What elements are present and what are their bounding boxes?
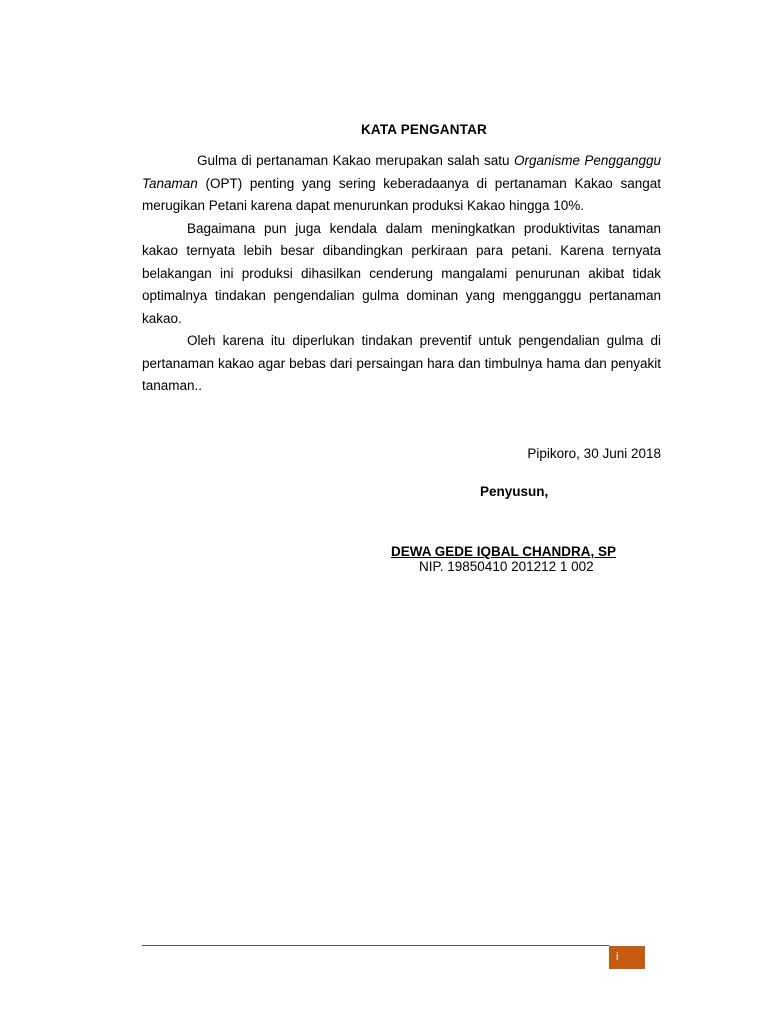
body-text bbox=[142, 150, 661, 398]
paragraph-1-italic-term: Organisme Pengganggu Tanaman bbox=[142, 153, 661, 191]
paragraph-1-text-start: Gulma di pertanaman Kakao merupakan salah satu bbox=[197, 153, 514, 168]
paragraph-1-text-end: (OPT) penting yang sering keberadaanya di pertanaman Kakao sangat merugikan Petani karena dapat menurunkan produksi Kakao hingga 10%. bbox=[142, 175, 661, 213]
author-name: DEWA GEDE IQBAL CHANDRA, SP bbox=[391, 544, 617, 559]
author-nip: NIP. 19850410 201212 1 002 bbox=[419, 559, 594, 574]
place-date: Pipikoro, 30 Juni 2018 bbox=[527, 446, 661, 461]
paragraph-2: Bagaimana pun juga kendala dalam meningkatkan produktivitas tanaman kakao ternyata lebih besar dibandingkan perkiraan para petani. Karena ternyata belakangan ini produksi dihasilkan cenderung mangalami penurunan akibat tidak optimalnya tindakan pengendalian gulma dominan yang mengganggu pertanaman kakao. bbox=[142, 220, 661, 326]
footer-divider bbox=[142, 945, 609, 946]
paragraph-3: Oleh karena itu diperlukan tindakan preventif untuk pengendalian gulma di pertanaman kakao agar bebas dari persaingan hara dan timbulnya hama dan penyakit tanaman.. bbox=[142, 333, 661, 393]
signatory-label: Penyusun, bbox=[480, 484, 549, 499]
page-number-badge: i bbox=[609, 946, 645, 969]
page-title: KATA PENGANTAR bbox=[360, 122, 488, 137]
paragraph-1 bbox=[142, 150, 661, 218]
